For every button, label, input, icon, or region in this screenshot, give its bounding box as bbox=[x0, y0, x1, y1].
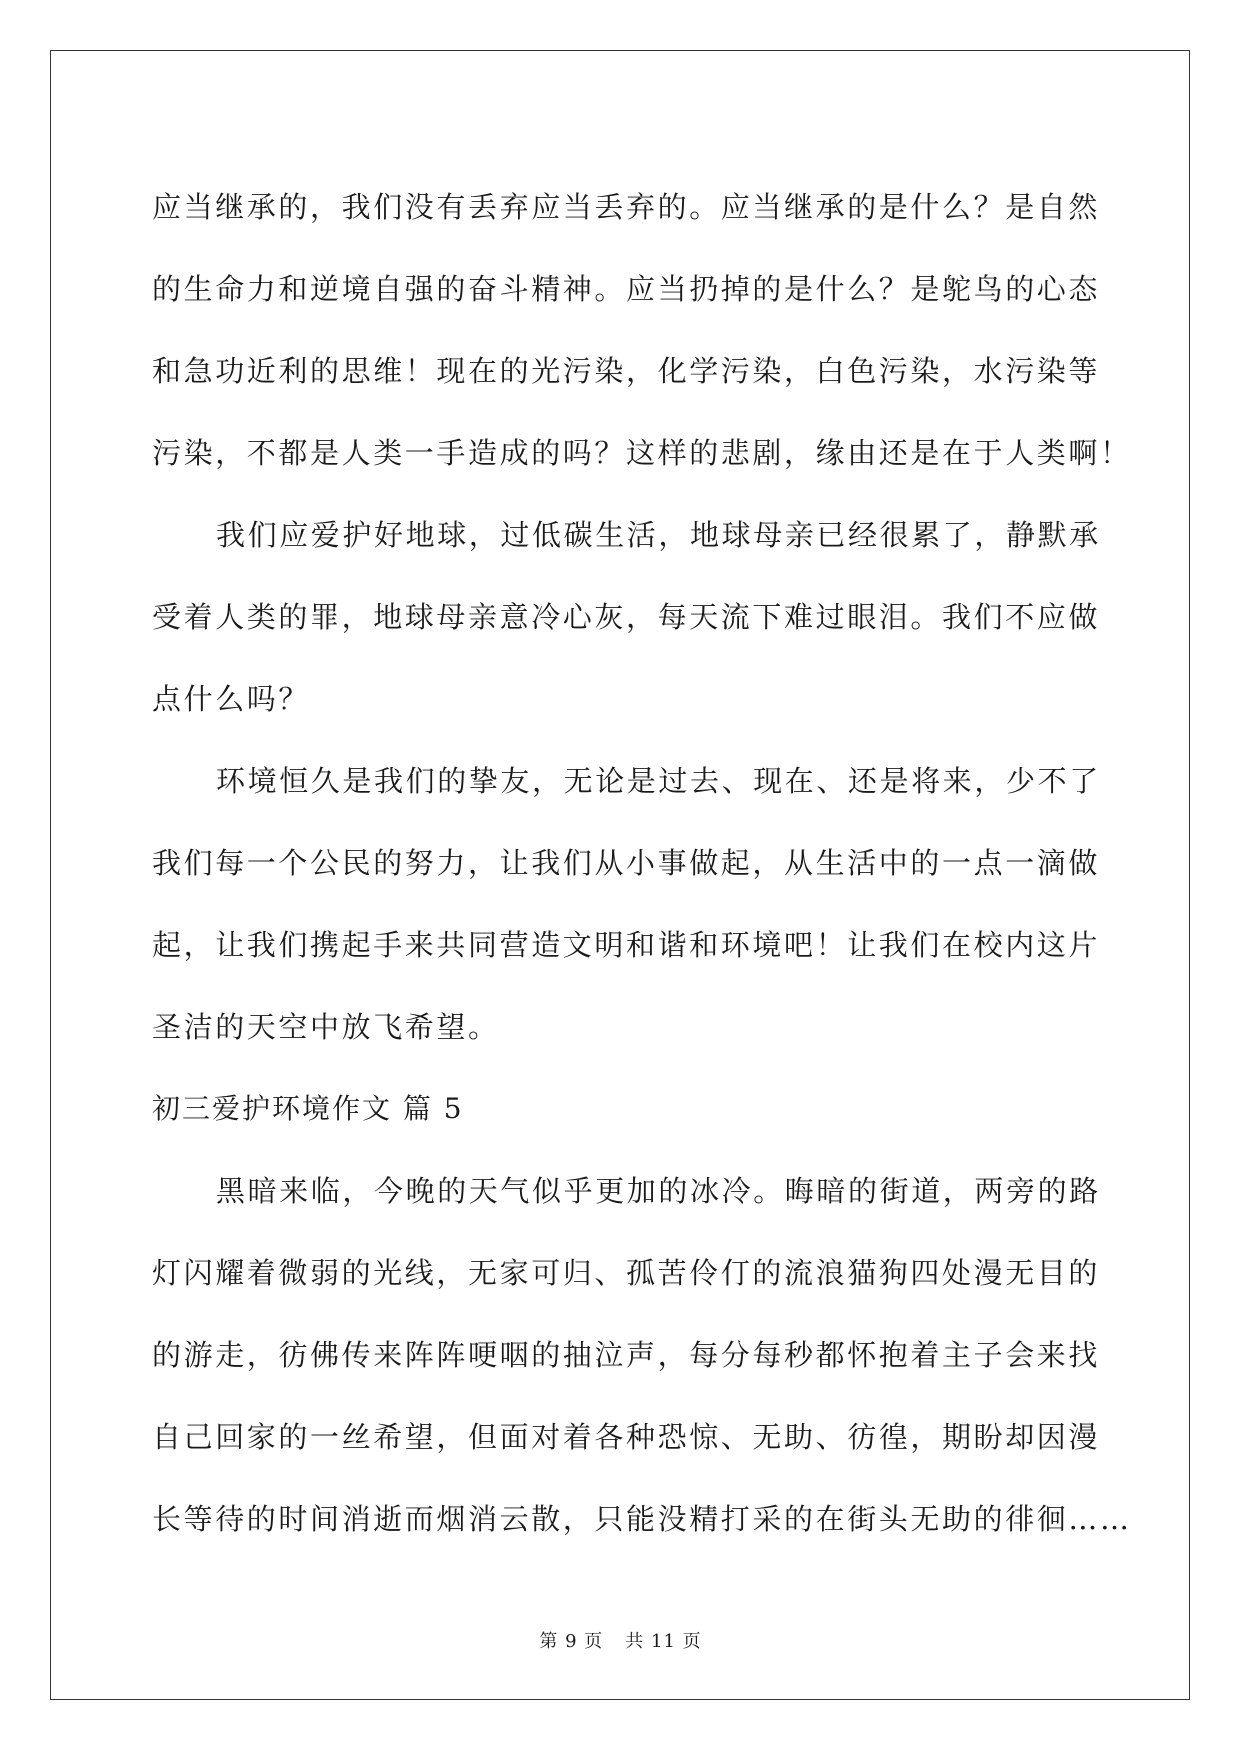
page-number: 第 9 页 bbox=[539, 1631, 604, 1652]
text-line: 长等待的时间消逝而烟消云散，只能没精打采的在街头无助的徘徊…… bbox=[152, 1502, 1132, 1536]
text-line: 我们每一个公民的努力，让我们从小事做起，从生活中的一点一滴做 bbox=[152, 846, 1101, 880]
text-line: 起，让我们携起手来共同营造文明和谐和环境吧！让我们在校内这片 bbox=[152, 928, 1101, 962]
section-heading: 初三爱护环境作文 篇 5 bbox=[152, 1092, 464, 1125]
text-line: 的生命力和逆境自强的奋斗精神。应当扔掉的是什么？是鸵鸟的心态 bbox=[152, 272, 1101, 306]
text-line: 应当继承的，我们没有丢弃应当丢弃的。应当继承的是什么？是自然 bbox=[152, 190, 1101, 224]
text-line: 圣洁的天空中放飞希望。 bbox=[152, 1010, 500, 1044]
text-line: 灯闪耀着微弱的光线，无家可归、孤苦伶仃的流浪猫狗四处漫无目的 bbox=[152, 1256, 1101, 1290]
text-line: 污染，不都是人类一手造成的吗？这样的悲剧，缘由还是在于人类啊！ bbox=[152, 436, 1132, 470]
page-total: 共 11 页 bbox=[625, 1631, 702, 1652]
text-line: 点什么吗？ bbox=[152, 682, 311, 716]
page-footer bbox=[0, 1627, 1241, 1653]
paragraph-first-line: 我们应爱护好地球，过低碳生活，地球母亲已经很累了，静默承 bbox=[216, 518, 1101, 552]
text-line: 和急功近利的思维！现在的光污染，化学污染，白色污染，水污染等 bbox=[152, 354, 1101, 388]
text-line: 自己回家的一丝希望，但面对着各种恐惊、无助、彷徨，期盼却因漫 bbox=[152, 1420, 1101, 1454]
text-line: 的游走，彷佛传来阵阵哽咽的抽泣声，每分每秒都怀抱着主子会来找 bbox=[152, 1338, 1101, 1372]
paragraph-first-line: 环境恒久是我们的挚友，无论是过去、现在、还是将来，少不了 bbox=[216, 764, 1101, 798]
document-body bbox=[152, 166, 1132, 1560]
text-line: 受着人类的罪，地球母亲意冷心灰，每天流下难过眼泪。我们不应做 bbox=[152, 600, 1101, 634]
paragraph-first-line: 黑暗来临，今晚的天气似乎更加的冰冷。晦暗的街道，两旁的路 bbox=[216, 1174, 1101, 1208]
